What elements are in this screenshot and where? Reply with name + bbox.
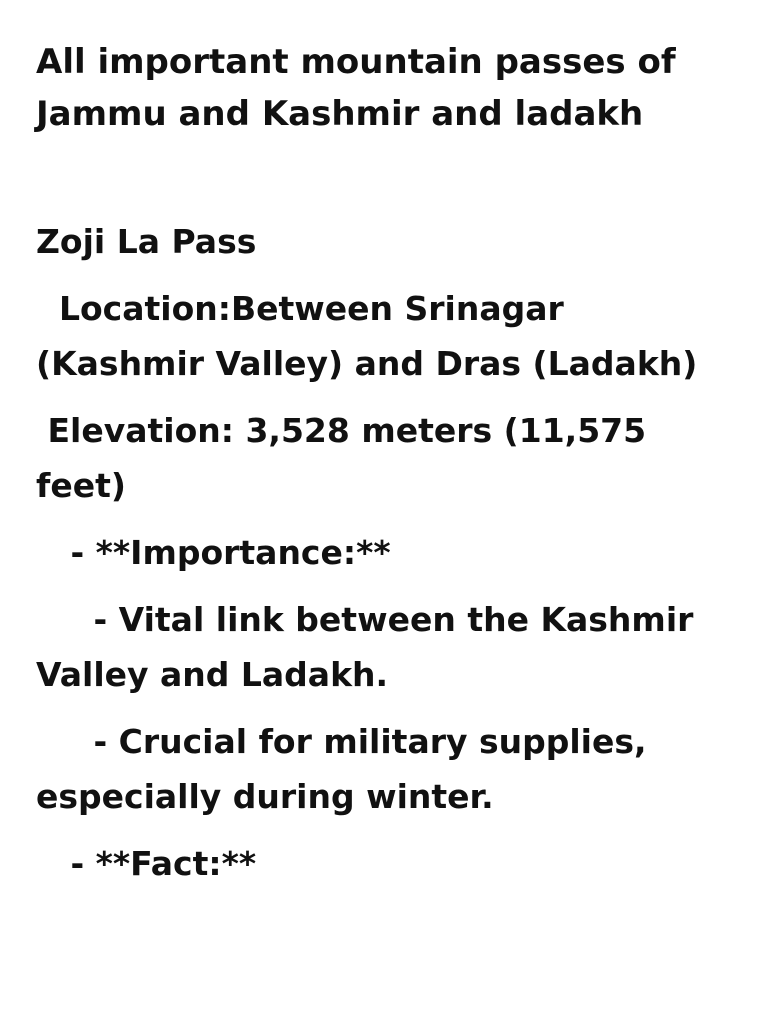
spacer	[36, 702, 736, 714]
spacer	[36, 140, 736, 214]
fact-heading: - **Fact:**	[36, 844, 257, 883]
pass-location: Location:Between Srinagar (Kashmir Valley) and Dras (Ladakh)	[36, 289, 698, 383]
spacer	[36, 580, 736, 592]
document-title: All important mountain passes of Jammu and Kashmir and ladakh	[36, 42, 676, 134]
spacer	[36, 269, 736, 281]
importance-heading: - **Importance:**	[36, 533, 391, 572]
pass-name: Zoji La Pass	[36, 222, 257, 261]
spacer	[36, 513, 736, 525]
document-page	[36, 36, 736, 891]
importance-item: - Vital link between the Kashmir Valley and Ladakh.	[36, 600, 705, 694]
pass-elevation: Elevation: 3,528 meters (11,575 feet)	[36, 411, 658, 505]
importance-item: - Crucial for military supplies, especially during winter.	[36, 722, 659, 816]
spacer	[36, 391, 736, 403]
spacer	[36, 824, 736, 836]
